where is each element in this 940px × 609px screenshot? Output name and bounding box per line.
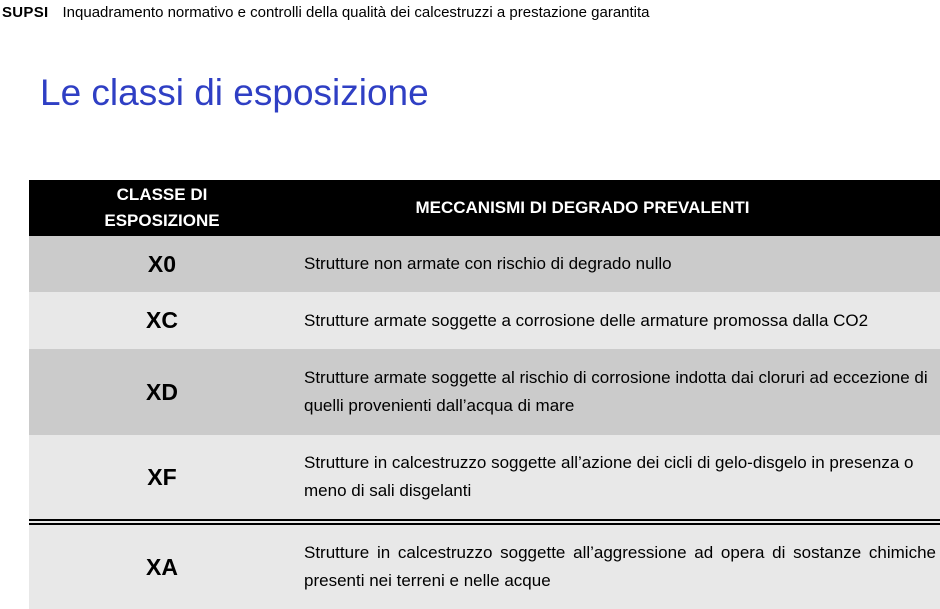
slide-header: [0, 2, 650, 22]
class-code: XD: [146, 378, 178, 405]
table-row: [29, 349, 940, 435]
header-title: Inquadramento normativo e controlli della qualità dei calcestruzzi a prestazione garantita: [62, 3, 650, 21]
table-row: [29, 292, 940, 349]
column-header-class: [29, 180, 295, 236]
column-header-class-line1: CLASSE DI: [116, 185, 208, 204]
column-header-mechanism: MECCANISMI DI DEGRADO PREVALENTI: [415, 198, 750, 217]
class-description: Strutture armate soggette al rischio di corrosione indotta dai cloruri ad eccezione di quelli provenienti dall’acqua di mare: [304, 368, 928, 415]
exposure-classes-table: [29, 180, 940, 609]
column-header-class-line2: ESPOSIZIONE: [104, 211, 220, 230]
supsi-logo: SUPSI: [2, 3, 49, 21]
class-description: Strutture in calcestruzzo soggette all’azione dei cicli di gelo-disgelo in presenza o meno di sali disgelanti: [304, 453, 914, 500]
class-code: XA: [146, 553, 178, 580]
table-row: [29, 525, 940, 609]
slide-title: Le classi di esposizione: [40, 72, 429, 113]
class-code: XF: [147, 463, 177, 490]
table-row: [29, 236, 940, 292]
class-code: XC: [146, 307, 178, 333]
class-description: Strutture non armate con rischio di degrado nullo: [304, 254, 672, 273]
class-description: Strutture armate soggette a corrosione delle armature promossa dalla CO2: [304, 310, 869, 330]
table-header-row: [29, 180, 940, 236]
class-description: Strutture in calcestruzzo soggette all’aggressione ad opera di sostanze chimiche presenti nei terreni e nelle acque: [304, 543, 936, 590]
table-row: [29, 435, 940, 519]
class-code: X0: [147, 250, 177, 277]
